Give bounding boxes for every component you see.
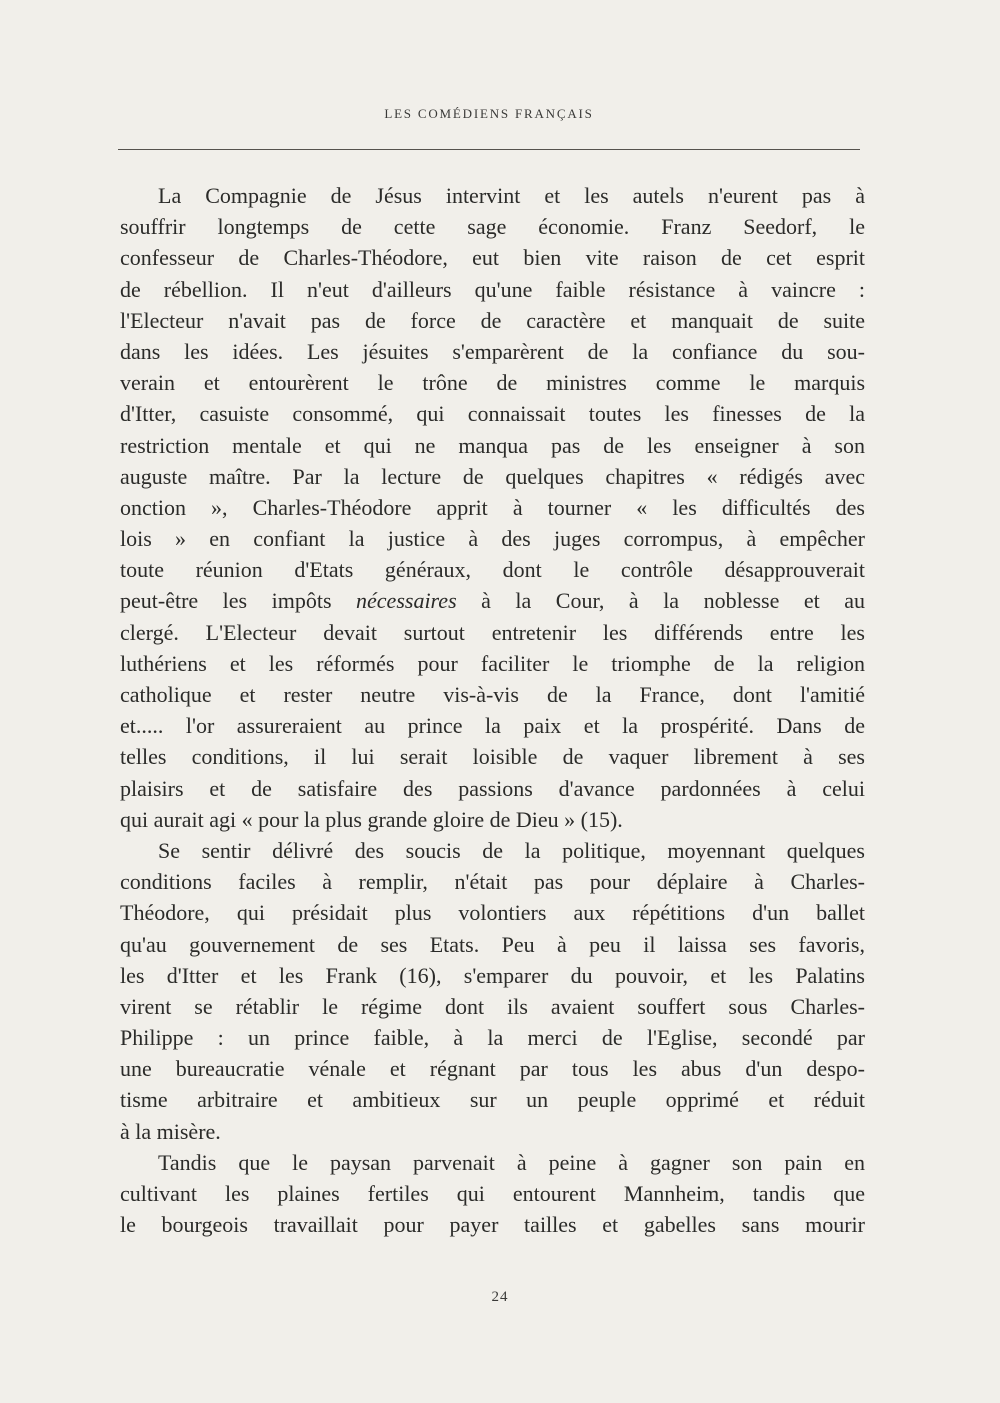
text-line: Se sentir délivré des soucis de la politique, moyennant quelques xyxy=(158,837,865,863)
text-line: qu'au gouvernement de ses Etats. Peu à peu il laissa ses favoris, xyxy=(120,931,865,957)
header-rule xyxy=(118,149,860,150)
text-line: de rébellion. Il n'eut d'ailleurs qu'une faible résistance à vaincre : xyxy=(120,276,865,302)
text-line: dans les idées. Les jésuites s'emparèrent de la confiance du sou- xyxy=(120,338,865,364)
text-line: d'Itter, casuiste consommé, qui connaissait toutes les finesses de la xyxy=(120,401,865,427)
text-line: onction », Charles-Théodore apprit à tourner « les difficultés des xyxy=(120,494,865,520)
text-line: souffrir longtemps de cette sage économie. Franz Seedorf, le xyxy=(120,214,865,240)
text-line: Philippe : un prince faible, à la merci de l'Eglise, secondé par xyxy=(120,1025,865,1051)
text-line: cultivant les plaines fertiles qui entourent Mannheim, tandis que xyxy=(120,1181,865,1206)
text-line: qui aurait agi « pour la plus grande gloire de Dieu » (15). xyxy=(120,806,623,832)
text-line: l'Electeur n'avait pas de force de caractère et manquait de suite xyxy=(120,307,865,333)
text-line: plaisirs et de satisfaire des passions d'avance pardonnées à celui xyxy=(120,775,865,801)
text-line: une bureaucratie vénale et régnant par tous les abus d'un despo- xyxy=(120,1056,865,1082)
body-text xyxy=(120,180,865,1240)
text-line: restriction mentale et qui ne manqua pas de les enseigner à son xyxy=(120,432,865,458)
text-line: tisme arbitraire et ambitieux sur un peuple opprimé et réduit xyxy=(120,1087,865,1113)
text-run: à la Cour, à la noblesse et au xyxy=(456,588,865,614)
text-line: les d'Itter et les Frank (16), s'emparer du pouvoir, et les Palatins xyxy=(120,962,865,988)
text-line: toute réunion d'Etats généraux, dont le contrôle désapprouverait xyxy=(120,557,865,583)
text-line: luthériens et les réformés pour faciliter le triomphe de la religion xyxy=(120,650,865,676)
text-line-with-italic xyxy=(120,585,865,616)
text-line: confesseur de Charles-Théodore, eut bien vite raison de cet esprit xyxy=(120,245,865,271)
text-line: Théodore, qui présidait plus volontiers aux répétitions d'un ballet xyxy=(120,900,865,926)
text-line: clergé. L'Electeur devait surtout entretenir les différends entre les xyxy=(120,619,865,645)
text-line: Tandis que le paysan parvenait à peine à gagner son pain en xyxy=(158,1149,865,1175)
text-line: telles conditions, il lui serait loisible de vaquer librement à ses xyxy=(120,744,865,770)
text-line: verain et entourèrent le trône de ministres comme le marquis xyxy=(120,370,865,396)
page-number: 24 xyxy=(491,1289,509,1305)
text-line: auguste maître. Par la lecture de quelques chapitres « rédigés avec xyxy=(120,463,865,489)
text-run: peut-être les impôts xyxy=(120,588,357,614)
text-line: La Compagnie de Jésus intervint et les autels n'eurent pas à xyxy=(158,183,865,208)
text-line: et..... l'or assureraient au prince la paix et la prospérité. Dans de xyxy=(120,713,865,739)
text-line: à la misère. xyxy=(120,1118,221,1144)
text-line: virent se rétablir le régime dont ils avaient souffert sous Charles- xyxy=(120,993,865,1019)
running-head: LES COMÉDIENS FRANÇAIS xyxy=(384,106,594,121)
text-line: conditions faciles à remplir, n'était pas pour déplaire à Charles- xyxy=(120,869,865,895)
text-line: le bourgeois travaillait pour payer tailles et gabelles sans mourir xyxy=(120,1212,865,1238)
text-line: lois » en confiant la justice à des juges corrompus, à empêcher xyxy=(120,526,865,552)
text-line: catholique et rester neutre vis-à-vis de la France, dont l'amitié xyxy=(120,682,865,707)
italic-word: nécessaires xyxy=(356,588,457,614)
